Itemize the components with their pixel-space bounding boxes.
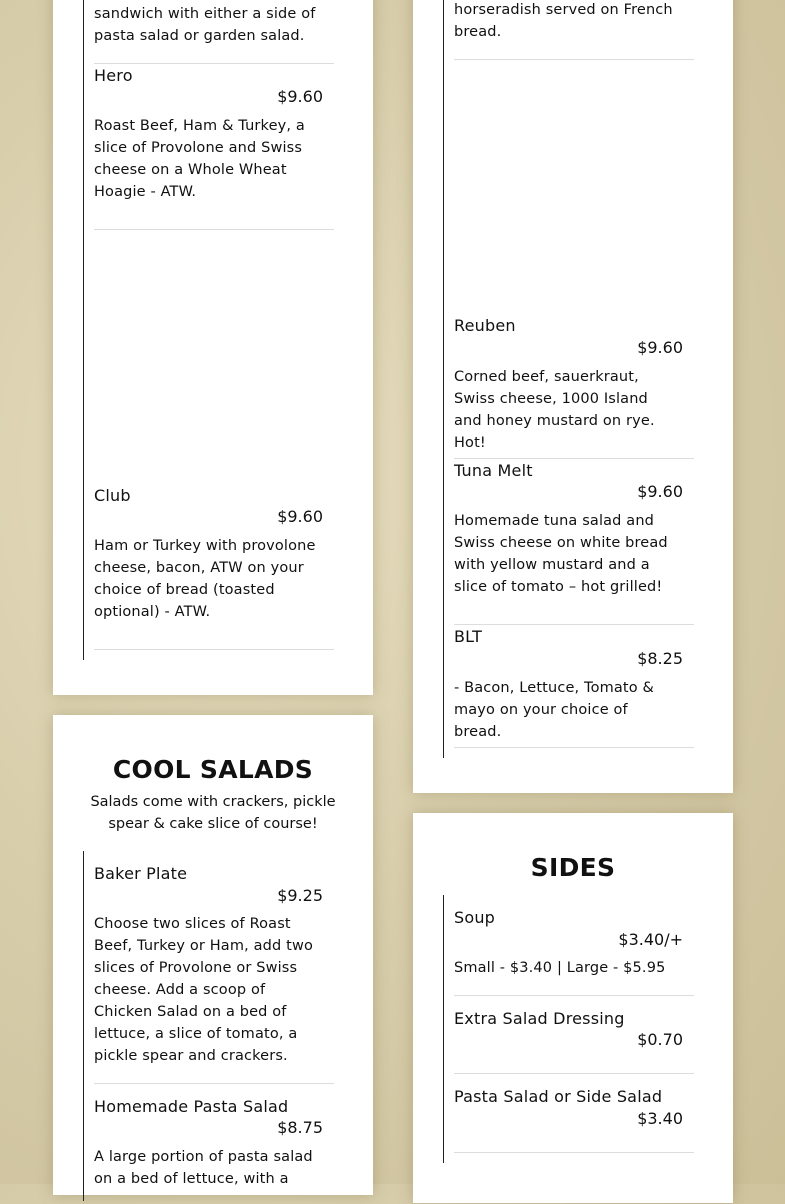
item-description: sandwich with either a side of pasta salad or garden salad. [94, 6, 316, 44]
item-name: Pasta Salad or Side Salad [454, 1087, 663, 1106]
item-name: Tuna Melt [454, 461, 533, 480]
menu-item-club[interactable] [94, 484, 334, 650]
item-price: $8.75 [277, 1118, 323, 1137]
section-title: COOL SALADS [112, 755, 314, 784]
item-price: $9.60 [277, 87, 323, 106]
item-name: Homemade Pasta Salad [94, 1097, 289, 1116]
menu-item-soup[interactable] [454, 895, 694, 996]
hot-sandwiches-item-list [443, 0, 704, 758]
item-description: Choose two slices of Roast Beef, Turkey or Ham, add two slices of Provolone or Swiss cheese. Add a scoop of Chicken Salad on a bed of lettuce, a slice of tomato, a pickle spear and crackers. [94, 916, 314, 1064]
sides-card [413, 813, 733, 1203]
item-name: BLT [454, 627, 483, 646]
item-price: $3.40/+ [618, 930, 683, 949]
sandwiches-item-list [83, 0, 344, 660]
menu-item-reuben[interactable] [454, 314, 694, 459]
item-description: A large portion of pasta salad on a bed of lettuce, with a [94, 1149, 313, 1187]
item-description: horseradish served on French bread. [454, 2, 673, 40]
sides-item-list [443, 895, 704, 1163]
cool-salads-card [53, 715, 373, 1195]
section-subtitle: Salads come with crackers, pickle spear & cake slice of course! [90, 794, 336, 832]
item-price: $9.60 [637, 482, 683, 501]
item-price: $0.70 [637, 1030, 683, 1049]
item-name: Club [94, 486, 131, 505]
item-name: Soup [454, 908, 496, 927]
menu-item-homemade-pasta-salad[interactable] [94, 1084, 334, 1204]
sandwiches-card [53, 0, 373, 695]
cool-salads-item-list [83, 851, 344, 1201]
item-description: Homemade tuna salad and Swiss cheese on white bread with yellow mustard and a slice of tomato – hot grilled! [454, 513, 668, 595]
item-name: Baker Plate [94, 864, 188, 883]
item-name: Extra Salad Dressing [454, 1009, 625, 1028]
menu-item-prev [94, 0, 334, 64]
item-description: Ham or Turkey with provolone cheese, bacon, ATW on your choice of bread (toasted optional) - ATW. [94, 538, 316, 620]
item-price: $8.25 [637, 649, 683, 668]
menu-item-tuna-melt[interactable] [454, 459, 694, 625]
item-description: Corned beef, sauerkraut, Swiss cheese, 1000 Island and honey mustard on rye. Hot! [454, 369, 655, 451]
hot-sandwiches-card [413, 0, 733, 793]
item-price: $9.60 [637, 338, 683, 357]
menu-item-prev [454, 0, 694, 60]
menu-item-hero[interactable] [94, 64, 334, 230]
item-name: Reuben [454, 316, 516, 335]
section-title: SIDES [530, 853, 616, 882]
menu-item-blt[interactable] [454, 625, 694, 748]
item-description: Small - $3.40 | Large - $5.95 [454, 960, 666, 976]
menu-item-pasta-or-side-salad[interactable] [454, 1074, 694, 1153]
item-price: $9.25 [277, 886, 323, 905]
menu-item-extra-salad-dressing[interactable] [454, 996, 694, 1074]
item-description: - Bacon, Lettuce, Tomato & mayo on your choice of bread. [454, 680, 654, 740]
item-price: $9.60 [277, 507, 323, 526]
menu-item-baker-plate[interactable] [94, 851, 334, 1084]
item-price: $3.40 [637, 1109, 683, 1128]
item-description: Roast Beef, Ham & Turkey, a slice of Provolone and Swiss cheese on a Whole Wheat Hoagie - ATW. [94, 118, 305, 200]
item-name: Hero [94, 66, 133, 85]
